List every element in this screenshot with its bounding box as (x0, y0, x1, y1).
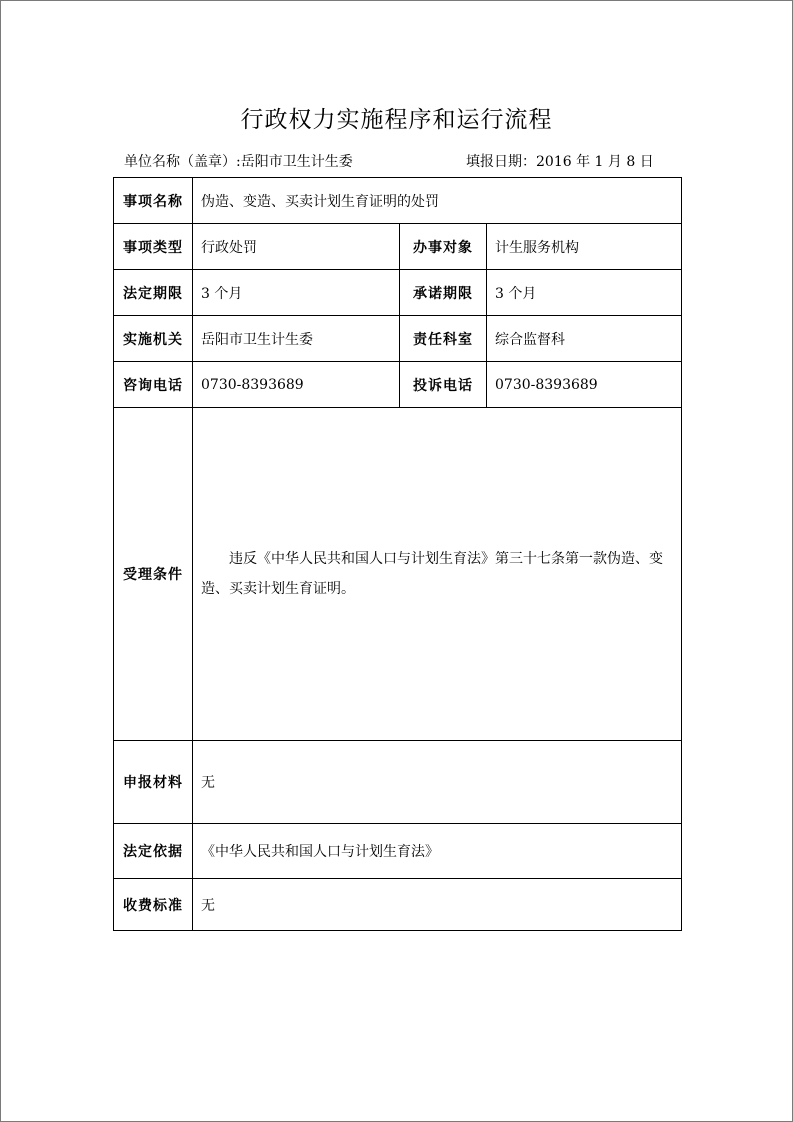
dept-value: 综合监督科 (487, 316, 682, 362)
target-value: 计生服务机构 (487, 224, 682, 270)
document-title: 行政权力实施程序和运行流程 (240, 107, 553, 133)
row-item-type (114, 224, 682, 270)
unit-line (124, 150, 353, 174)
item-type-value: 行政处罚 (193, 224, 400, 270)
date-label: 填报日期： (466, 154, 536, 170)
row-item-name (114, 178, 682, 224)
row-materials (114, 741, 682, 824)
consult-phone-value: 0730-8393689 (193, 362, 400, 408)
promised-period-value: 3 个月 (487, 270, 682, 316)
unit-value: 岳阳市卫生计生委 (240, 154, 353, 170)
conditions-cell (193, 408, 682, 741)
power-form-table (113, 177, 682, 931)
row-conditions (114, 408, 682, 741)
legal-basis-value: 《中华人民共和国人口与计划生育法》 (193, 824, 682, 879)
fee-value: 无 (193, 879, 682, 931)
materials-value: 无 (193, 741, 682, 824)
item-type-label: 事项类型 (114, 224, 193, 270)
row-legal-basis (114, 824, 682, 879)
complaint-phone-label: 投诉电话 (400, 362, 487, 408)
row-agency (114, 316, 682, 362)
conditions-label: 受理条件 (114, 408, 193, 741)
consult-phone-label: 咨询电话 (114, 362, 193, 408)
agency-value: 岳阳市卫生计生委 (193, 316, 400, 362)
conditions-value: 违反《中华人民共和国人口与计划生育法》第三十七条第一款伪造、变造、买卖计划生育证明。 (201, 551, 663, 597)
date-line (466, 150, 654, 174)
row-fee (114, 879, 682, 931)
materials-label: 申报材料 (114, 741, 193, 824)
legal-basis-label: 法定依据 (114, 824, 193, 879)
date-value: 2016 年 1 月 8 日 (536, 154, 654, 170)
promised-period-label: 承诺期限 (400, 270, 487, 316)
agency-label: 实施机关 (114, 316, 193, 362)
row-period (114, 270, 682, 316)
item-name-label: 事项名称 (114, 178, 193, 224)
complaint-phone-value: 0730-8393689 (487, 362, 682, 408)
dept-label: 责任科室 (400, 316, 487, 362)
legal-period-label: 法定期限 (114, 270, 193, 316)
unit-label: 单位名称（盖章）: (124, 154, 241, 170)
item-name-value: 伪造、变造、买卖计划生育证明的处罚 (193, 178, 682, 224)
fee-label: 收费标准 (114, 879, 193, 931)
target-label: 办事对象 (400, 224, 487, 270)
row-phone (114, 362, 682, 408)
legal-period-value: 3 个月 (193, 270, 400, 316)
